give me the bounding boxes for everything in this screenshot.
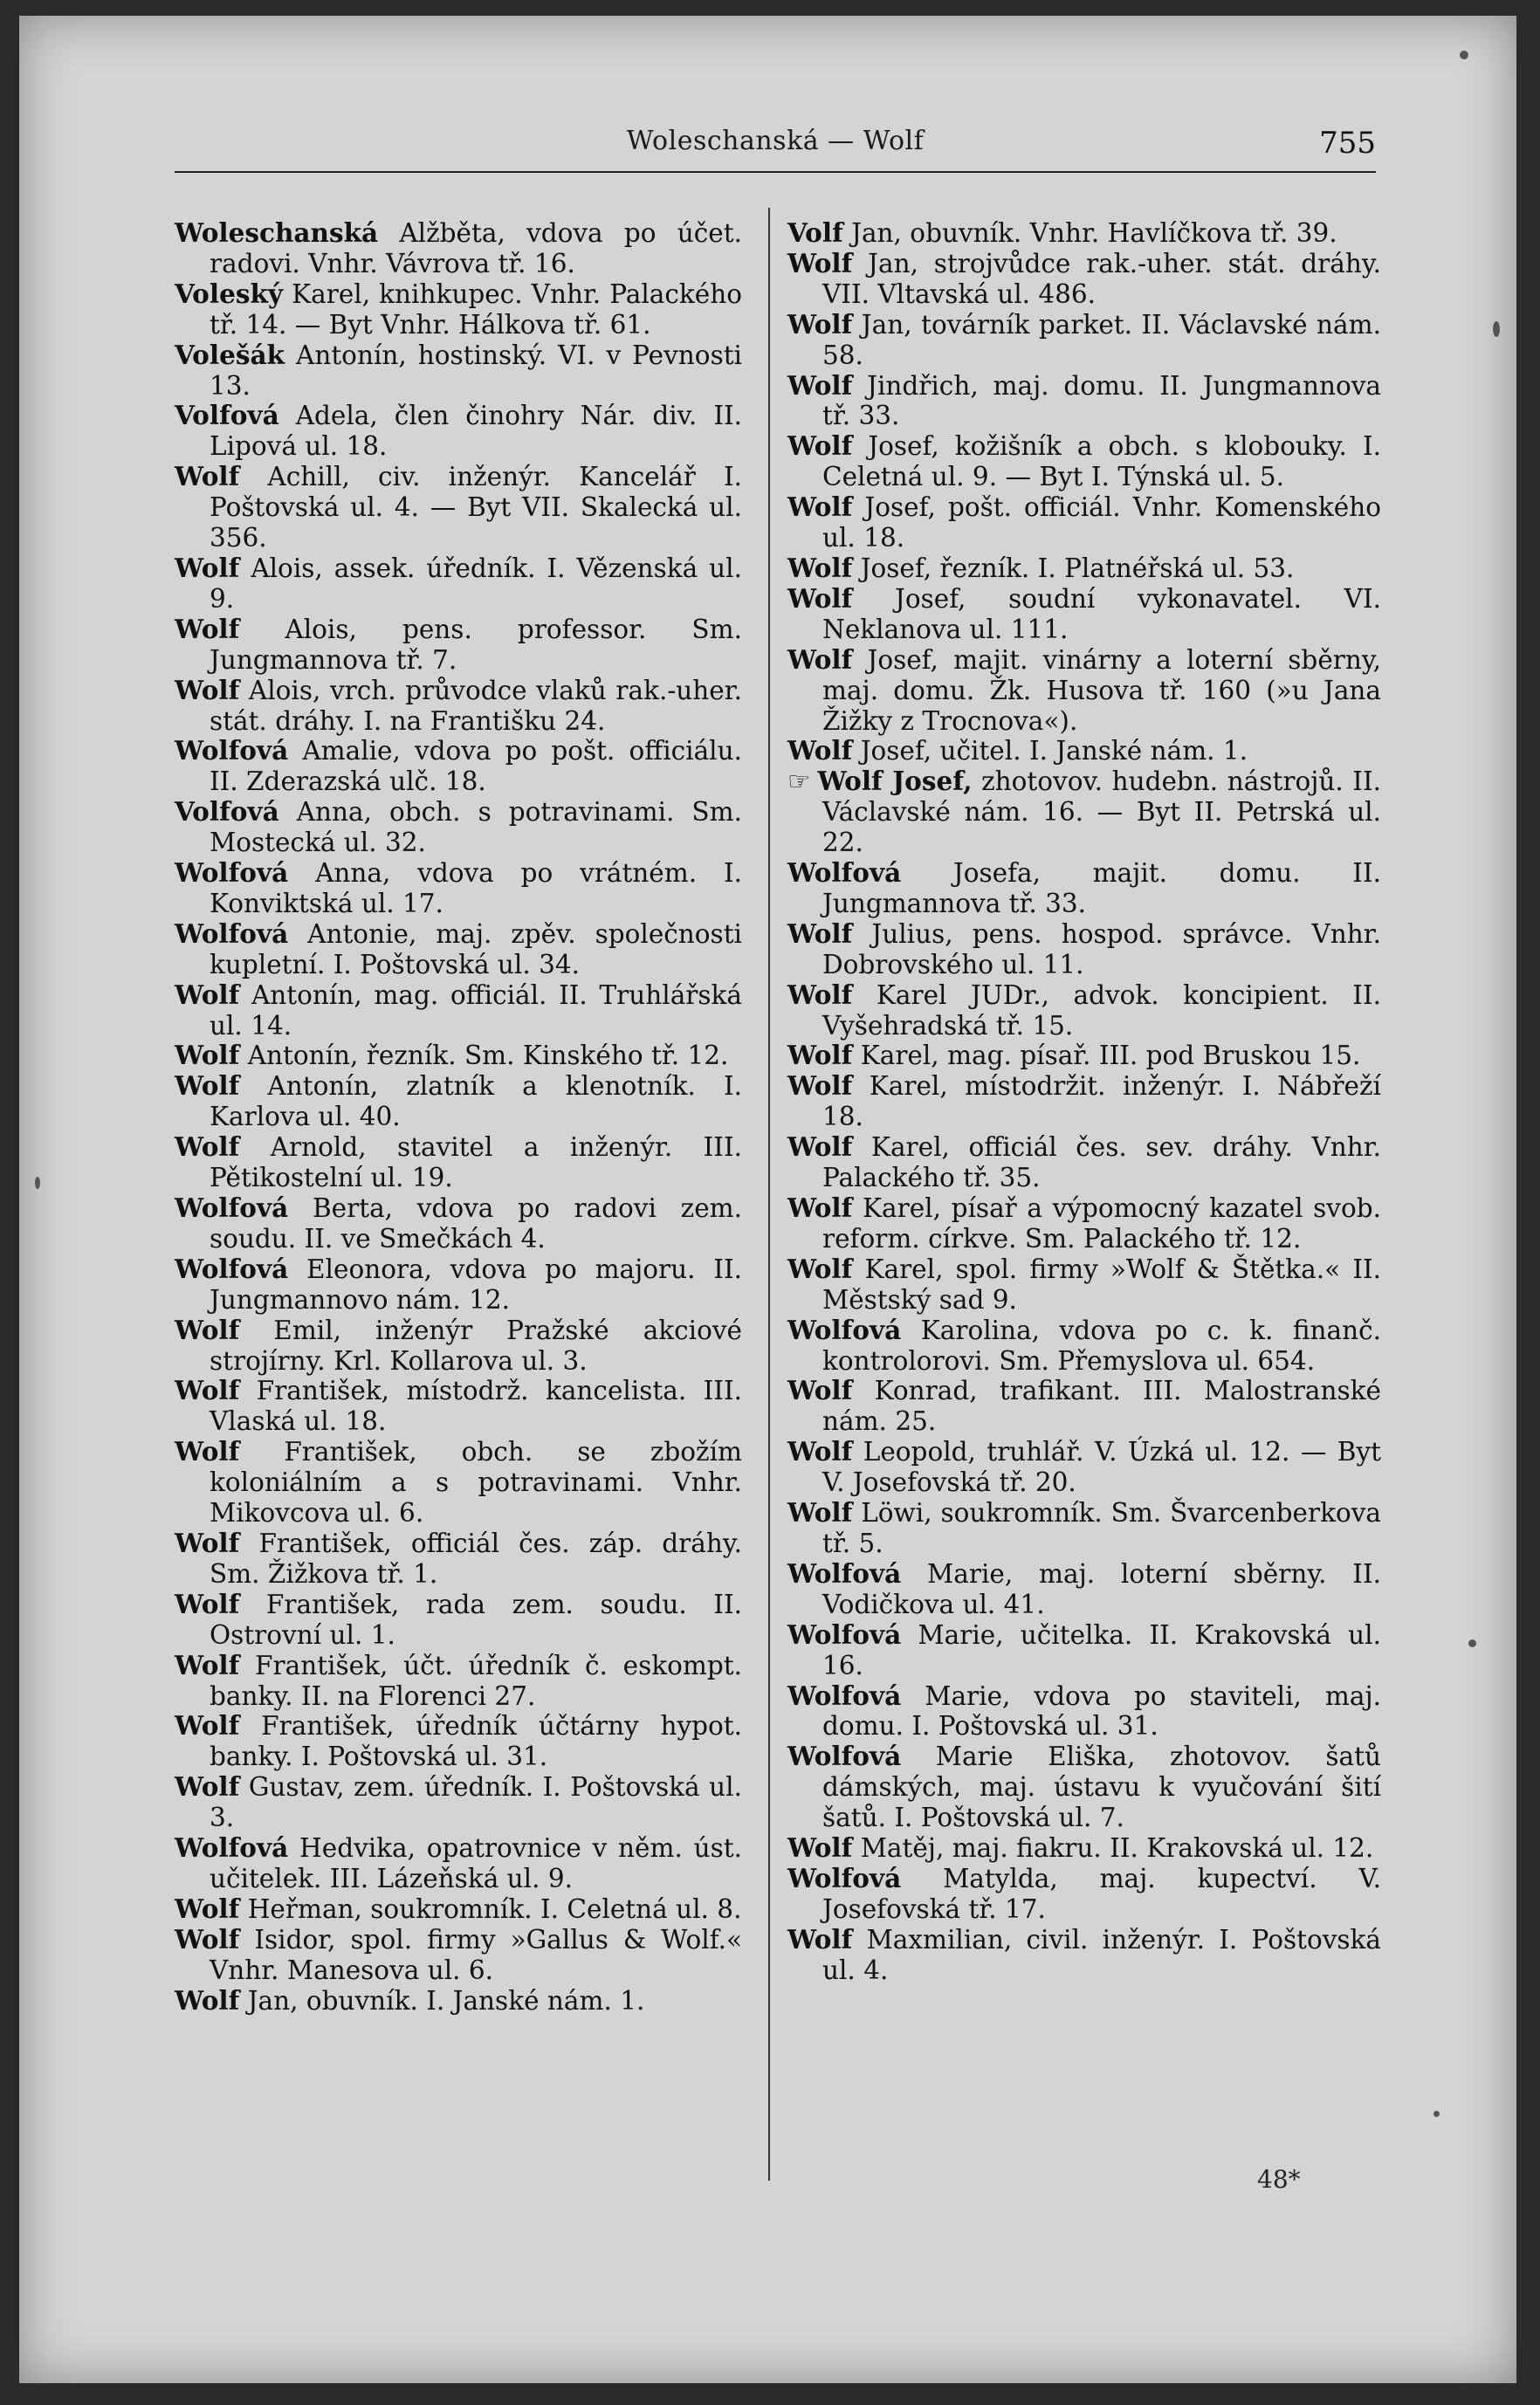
entry-details: Josef, soudní vykonavatel. VI. Neklanova ul. 111.: [822, 583, 1381, 644]
entry-surname: Wolfová: [175, 735, 289, 766]
directory-entry: [787, 431, 1381, 492]
paper-speck: [1433, 2111, 1440, 2117]
entry-details: Anna, vdova po vrátném. I. Konviktská ul. 17.: [210, 858, 742, 918]
entry-surname: Wolf: [175, 1771, 240, 1803]
directory-entry: [787, 310, 1381, 371]
entry-details: Marie, vdova po staviteli, maj. domu. I. Poštovská ul. 31.: [822, 1680, 1381, 1742]
entry-details: Adela, člen činohry Nár. div. II. Lipová ul. 18.: [210, 401, 742, 462]
entry-details: František, úředník účtárny hypot. banky. I. Poštovská ul. 31.: [210, 1711, 742, 1772]
entry-surname: Wolf: [175, 1923, 240, 1955]
directory-entry: [787, 1742, 1381, 1833]
directory-entry: [175, 1894, 742, 1925]
entry-surname: Wolf: [787, 1497, 853, 1529]
entry-surname: Wolfová: [175, 1832, 289, 1864]
directory-entry: [175, 1254, 742, 1316]
entry-details: František, rada zem. soudu. II. Ostrovní ul. 1.: [210, 1589, 742, 1650]
entry-surname: Wolf: [787, 369, 853, 401]
directory-entry: [787, 1193, 1381, 1254]
entry-surname: Wolf: [787, 308, 853, 340]
directory-entry: [175, 980, 742, 1041]
directory-entry: [175, 1529, 742, 1590]
entry-details: Josef, kožišník a obch. s klobouky. I. Celetná ul. 9. — Byt I. Týnská ul. 5.: [822, 431, 1381, 492]
directory-entry: [787, 1254, 1381, 1316]
directory-entry: [787, 218, 1381, 249]
directory-entry: [787, 1681, 1381, 1742]
directory-entry: [787, 980, 1381, 1041]
entry-surname: Wolf: [175, 613, 240, 644]
entry-details: Josef, řezník. I. Platnéřská ul. 53.: [852, 553, 1295, 583]
entry-surname: Wolfová: [787, 857, 902, 889]
entry-surname: Wolfová: [787, 1557, 902, 1589]
entry-details: Emil, inženýr Pražské akciové strojírny. Krl. Kollarova ul. 3.: [210, 1315, 742, 1376]
entry-details: Jindřich, maj. domu. II. Jungmannova tř. 33.: [822, 370, 1381, 431]
entry-details: Alois, assek. úředník. I. Vězenská ul. 9.: [210, 553, 742, 614]
entry-details: Jan, strojvůdce rak.-uher. stát. dráhy. VII. Vltavská ul. 486.: [822, 248, 1381, 309]
entry-surname: Wolf: [175, 674, 240, 705]
directory-entry: [175, 1772, 742, 1833]
directory-entry: [175, 797, 742, 858]
directory-entry: [175, 919, 742, 980]
entry-surname: Volešák: [175, 339, 285, 370]
directory-entry: [175, 1711, 742, 1772]
entry-surname: Volfová: [175, 400, 279, 431]
entry-surname: Wolfová: [175, 1192, 289, 1223]
entry-details: Marie Eliška, zhotovov. šatů dámských, maj. ústavu k vyučování šití šatů. I. Poštovská ul. 7.: [822, 1742, 1381, 1833]
entry-details: Karel JUDr., advok. koncipient. II. Vyšehradská tř. 15.: [822, 979, 1381, 1041]
entry-surname: Wolf: [175, 979, 240, 1010]
directory-entry: [175, 1193, 742, 1254]
entry-surname: Wolf: [787, 1253, 853, 1284]
entry-surname: Wolf: [787, 1923, 853, 1955]
directory-entry: [175, 736, 742, 797]
directory-entry: [787, 858, 1381, 919]
directory-entry: [787, 492, 1381, 553]
entry-surname: Wolf: [787, 643, 853, 675]
entry-details: Matylda, maj. kupectví. V. Josefovská tř. 17.: [822, 1863, 1381, 1924]
entry-details: Karel, písař a výpomocný kazatel svob. reform. církve. Sm. Palackého tř. 12.: [822, 1193, 1381, 1254]
right-column: [787, 218, 1381, 1986]
directory-entry: [787, 1620, 1381, 1681]
entry-surname: Volf: [787, 217, 843, 248]
entry-details: Anna, obch. s potravinami. Sm. Mostecká ul. 32.: [210, 797, 742, 858]
entry-surname: Wolf: [787, 1832, 853, 1864]
directory-entry: [787, 1041, 1381, 1071]
entry-surname: Wolfová: [175, 857, 289, 889]
directory-entry: [787, 1316, 1381, 1377]
entry-surname: Wolf: [175, 1893, 240, 1924]
directory-entry: [787, 584, 1381, 645]
entry-surname: Wolf: [787, 1436, 853, 1467]
directory-entry: [787, 919, 1381, 980]
directory-entry: [787, 553, 1381, 584]
directory-entry: [175, 1316, 742, 1377]
directory-entry: [175, 1651, 742, 1712]
entry-surname: Wolf: [787, 552, 853, 583]
entry-details: Achill, civ. inženýr. Kancelář I. Poštovská ul. 4. — Byt VII. Skalecká ul. 356.: [210, 462, 742, 553]
entry-details: Eleonora, vdova po majoru. II. Jungmannovo nám. 12.: [210, 1254, 742, 1315]
entry-details: zhotovov. hudebn. nástrojů. II. Václavské nám. 16. — Byt II. Petrská ul. 22.: [822, 766, 1381, 858]
directory-entry: [787, 1925, 1381, 1986]
directory-entry: [175, 462, 742, 553]
directory-page: [19, 16, 1516, 2383]
entry-details: Karel, spol. firmy »Wolf & Štětka.« II. Městský sad 9.: [822, 1254, 1381, 1315]
entry-details: Alžběta, vdova po účet. radovi. Vnhr. Vávrova tř. 16.: [210, 218, 742, 278]
directory-entry: [175, 340, 742, 402]
entry-surname: Wolf: [175, 1131, 240, 1163]
entry-details: Marie, maj. loterní sběrny. II. Vodičkova ul. 41.: [822, 1558, 1381, 1619]
directory-entry: [175, 615, 742, 676]
entry-surname: Wolf: [787, 979, 853, 1010]
directory-entry: [787, 645, 1381, 737]
entry-details: Karel, officiál čes. sev. dráhy. Vnhr. Palackého tř. 35.: [822, 1132, 1381, 1193]
entry-surname: Wolf: [175, 1314, 240, 1345]
entry-details: Isidor, spol. firmy »Gallus & Wolf.« Vnhr. Manesova ul. 6.: [210, 1924, 742, 1985]
entry-surname: Wolfová: [787, 1741, 902, 1772]
entry-surname: Wolf: [787, 1192, 853, 1223]
entry-surname: Wolf: [175, 1375, 240, 1406]
entry-surname: Wolf: [175, 552, 240, 583]
entry-surname: Wolfová: [787, 1680, 902, 1711]
entry-details: Amalie, vdova po pošt. officiálu. II. Zderazská ulč. 18.: [210, 736, 742, 797]
entry-details: František, místodrž. kancelista. III. Vlaská ul. 18.: [210, 1376, 742, 1437]
entry-details: Karel, mag. písař. III. pod Bruskou 15.: [852, 1041, 1361, 1071]
entry-details: Marie, učitelka. II. Krakovská ul. 16.: [822, 1619, 1381, 1680]
entry-surname: Wolfová: [787, 1862, 902, 1893]
entry-details: Josef, majit. vinárny a loterní sběrny, maj. domu. Žk. Husova tř. 160 (»u Jana Žižky z Trocnova«).: [822, 644, 1381, 736]
entry-details: Konrad, trafikant. III. Malostranské nám. 25.: [822, 1376, 1381, 1437]
entry-details: Berta, vdova po radovi zem. soudu. II. ve Smečkách 4.: [210, 1193, 742, 1254]
directory-entry: [175, 553, 742, 615]
directory-entry: [787, 1071, 1381, 1132]
entry-surname: Wolf: [175, 1649, 240, 1680]
directory-entry: [175, 1925, 742, 1986]
directory-entry: [175, 218, 742, 279]
directory-entry: [787, 1132, 1381, 1193]
entry-details: Julius, pens. hospod. správce. Vnhr. Dobrovského ul. 11.: [822, 918, 1381, 979]
entry-details: František, obch. se zbožím koloniálním a s potravinami. Vnhr. Mikovcova ul. 6.: [210, 1437, 742, 1529]
pointing-hand-icon: ☞: [787, 766, 811, 797]
entry-surname: Volfová: [175, 796, 279, 828]
directory-entry: [787, 766, 1381, 858]
entry-details: Leopold, truhlář. V. Úzká ul. 12. — Byt V. Josefovská tř. 20.: [822, 1437, 1381, 1498]
entry-surname: Wolf: [175, 1070, 240, 1102]
entry-surname: Wolf: [175, 1040, 240, 1071]
entry-surname: Wolfová: [175, 917, 289, 949]
entry-details: Alois, vrch. průvodce vlaků rak.-uher. stát. dráhy. I. na Františku 24.: [210, 675, 742, 736]
entry-surname: Wolfová: [787, 1618, 902, 1650]
entry-details: Karolina, vdova po c. k. finanč. kontrolorovi. Sm. Přemyslova ul. 654.: [822, 1315, 1381, 1376]
entry-details: Arnold, stavitel a inženýr. III. Pětikostelní ul. 19.: [210, 1132, 742, 1193]
entry-details: Antonín, řezník. Sm. Kinského tř. 12.: [239, 1041, 729, 1071]
entry-details: Jan, obuvník. Vnhr. Havlíčkova tř. 39.: [842, 218, 1337, 248]
entry-surname: Wolf: [787, 491, 853, 523]
directory-entry: [787, 1376, 1381, 1437]
entry-details: Jan, továrník parket. II. Václavské nám. 58.: [822, 309, 1381, 370]
entry-surname: Wolf: [175, 1588, 240, 1619]
directory-entry: [787, 1498, 1381, 1559]
directory-entry: [787, 736, 1381, 766]
directory-entry: [787, 249, 1381, 310]
directory-entry: [175, 1376, 742, 1437]
entry-details: Antonín, zlatník a klenotník. I. Karlova ul. 40.: [210, 1071, 742, 1132]
entry-surname: Voleský: [175, 278, 284, 309]
entry-surname: Wolf: [175, 1710, 240, 1742]
directory-entry: [175, 676, 742, 737]
left-column: [175, 218, 742, 2016]
entry-surname: Wolf: [787, 247, 853, 278]
entry-details: Antonín, mag. officiál. II. Truhlářská ul. 14.: [210, 979, 742, 1041]
directory-entry: [175, 1071, 742, 1132]
entry-details: Matěj, maj. fiakru. II. Krakovská ul. 12.: [852, 1833, 1374, 1864]
column-divider: [768, 208, 770, 2181]
entry-surname: Wolf: [787, 582, 853, 614]
entry-surname: Wolf: [787, 1375, 853, 1406]
directory-entry: [175, 1041, 742, 1071]
entry-details: František, officiál čes. záp. dráhy. Sm. Žižkova tř. 1.: [210, 1528, 742, 1589]
running-head: [175, 101, 1376, 173]
entry-details: Maxmilian, civil. inženýr. I. Poštovská ul. 4.: [822, 1924, 1381, 1985]
entry-details: Josef, učitel. I. Janské nám. 1.: [852, 736, 1248, 766]
entry-details: Jan, obuvník. I. Janské nám. 1.: [239, 1985, 645, 2016]
entry-surname: Woleschanská: [175, 217, 379, 248]
entry-details: František, účt. úředník č. eskompt. banky. II. na Florenci 27.: [210, 1650, 742, 1711]
entry-surname: Wolf: [787, 1040, 853, 1071]
entry-details: Heřman, soukromník. I. Celetná ul. 8.: [239, 1893, 742, 1924]
directory-entry: [787, 371, 1381, 432]
paper-speck: [1493, 321, 1500, 337]
entry-surname: Wolf: [787, 735, 853, 766]
entry-surname: Wolf: [175, 1527, 240, 1558]
directory-entry: [175, 1590, 742, 1651]
directory-entry: [175, 279, 742, 340]
entry-details: Karel, knihkupec. Vnhr. Palackého tř. 14. — Byt Vnhr. Hálkova tř. 61.: [210, 278, 742, 340]
directory-entry: [787, 1864, 1381, 1925]
page-number: 755: [1319, 126, 1376, 161]
directory-entry: [787, 1559, 1381, 1620]
paper-speck: [1460, 51, 1468, 59]
entry-surname: Wolf: [787, 1070, 853, 1102]
entry-details: Antonín, hostinský. VI. v Pevnosti 13.: [210, 340, 742, 401]
entry-surname: Wolfová: [175, 1253, 289, 1284]
entry-details: Hedvika, opatrovnice v něm. úst. učitelek. III. Lázeňská ul. 9.: [210, 1833, 742, 1893]
directory-entry: [175, 401, 742, 462]
entry-surname: Wolf Josef,: [817, 766, 973, 797]
entry-surname: Wolf: [787, 917, 853, 949]
entry-details: Löwi, soukromník. Sm. Švarcenberkova tř. 5.: [822, 1498, 1381, 1558]
entry-surname: Wolf: [175, 1436, 240, 1467]
sheet-signature: 48*: [1257, 2165, 1301, 2194]
directory-entry: [787, 1833, 1381, 1864]
entry-details: Karel, místodržit. inženýr. I. Nábřeží 18.: [822, 1071, 1381, 1132]
directory-entry: [175, 1437, 742, 1529]
paper-speck: [35, 1177, 40, 1189]
entry-surname: Wolf: [175, 1984, 240, 2016]
entry-details: Gustav, zem. úředník. I. Poštovská ul. 3.: [210, 1772, 742, 1833]
directory-entry: [175, 1132, 742, 1193]
page-header-title: Woleschanská — Wolf: [626, 126, 925, 156]
directory-entry: [787, 1437, 1381, 1498]
entry-surname: Wolfová: [787, 1314, 902, 1345]
paper-speck: [1468, 1639, 1476, 1647]
entry-details: Antonie, maj. zpěv. společnosti kupletní. I. Poštovská ul. 34.: [210, 918, 742, 979]
entry-details: Josef, pošt. officiál. Vnhr. Komenského ul. 18.: [822, 492, 1381, 553]
entry-surname: Wolf: [787, 1131, 853, 1163]
entry-details: Josefa, majit. domu. II. Jungmannova tř. 33.: [822, 858, 1381, 918]
entry-surname: Wolf: [175, 461, 240, 492]
entry-surname: Wolf: [787, 430, 853, 462]
directory-entry: [175, 1986, 742, 2017]
entry-details: Alois, pens. professor. Sm. Jungmannova tř. 7.: [210, 614, 742, 675]
directory-entry: [175, 1833, 742, 1894]
directory-entry: [175, 858, 742, 919]
